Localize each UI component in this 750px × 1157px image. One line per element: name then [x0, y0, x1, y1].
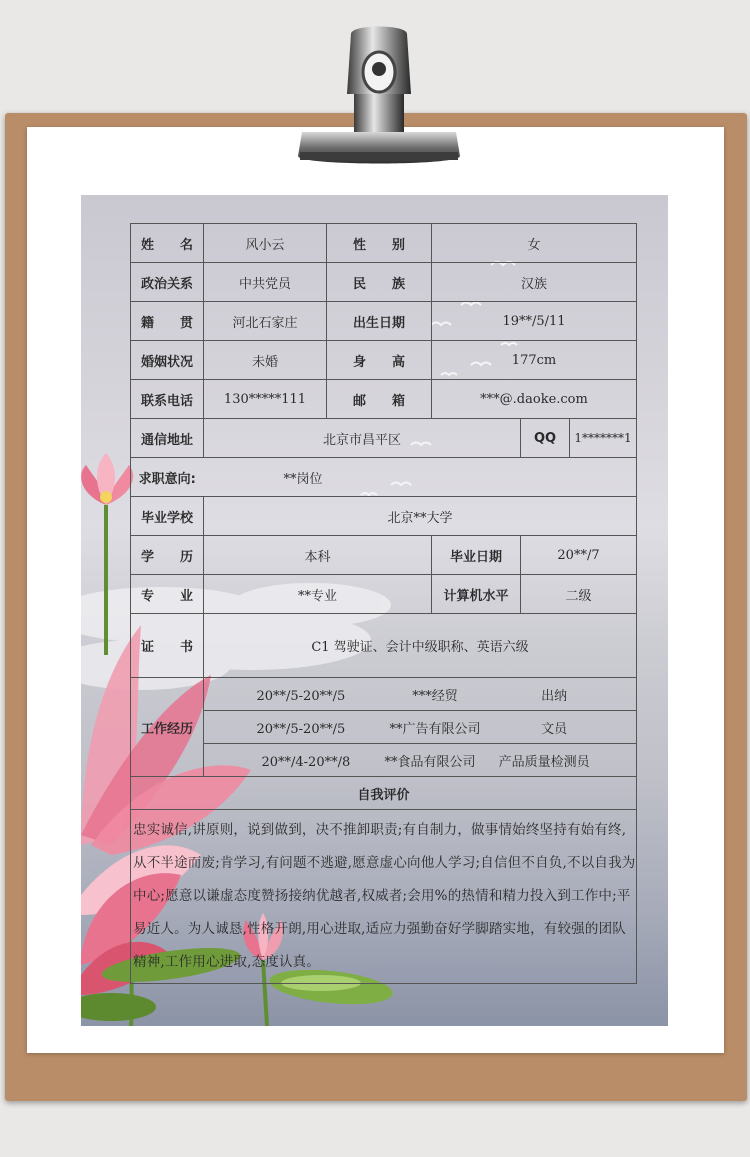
origin-label: 籍 贯 [131, 302, 204, 341]
cert-label: 证 书 [131, 614, 204, 678]
work-period: 20**/5-20**/5 [256, 721, 346, 737]
marital-label: 婚姻状况 [131, 341, 204, 380]
political-label: 政治关系 [131, 263, 204, 302]
phone-value: 130*****111 [204, 380, 327, 419]
intent-value: **岗位 [204, 458, 637, 497]
political-value: 中共党员 [204, 263, 327, 302]
birth-value: 19**/5/11 [432, 302, 637, 341]
height-label: 身 高 [327, 341, 432, 380]
school-value: 北京**大学 [204, 497, 637, 536]
marital-value: 未婚 [204, 341, 327, 380]
email-label: 邮 箱 [327, 380, 432, 419]
work-row [204, 744, 637, 777]
resume-table [130, 223, 637, 984]
gender-label: 性 别 [327, 224, 432, 263]
work-role: 产品质量检测员 [498, 754, 590, 770]
computer-value: 二级 [521, 575, 637, 614]
grad-value: 20**/7 [521, 536, 637, 575]
grad-label: 毕业日期 [432, 536, 521, 575]
work-role: 出纳 [541, 688, 568, 704]
work-role: 文员 [541, 721, 568, 737]
eval-text: 忠实诚信,讲原则，说到做到，决不推卸职责;有自制力，做事情始终坚持有始有终,从不半途而废;肯学习,有问题不逃避,愿意虚心向他人学习;自信但不自负,不以自我为中心;愿意以谦虚态度赞扬接纳优越者,权威者;会用%的热情和精力投入到工作中;平易近人。为人诚恳,性格开朗,用心进取,适应力强勤奋好学脚踏实地，有较强的团队精神,工作用心进取,态度认真。 [131, 810, 637, 984]
work-period: 20**/4-20**/8 [261, 754, 351, 770]
work-label: 工作经历 [131, 678, 204, 777]
work-company: ***经贸 [412, 688, 458, 704]
origin-value: 河北石家庄 [204, 302, 327, 341]
binder-clip-icon [296, 24, 462, 170]
work-row [204, 711, 637, 744]
degree-value: 本科 [204, 536, 432, 575]
height-value: 177cm [432, 341, 637, 380]
work-period: 20**/5-20**/5 [256, 688, 346, 704]
phone-label: 联系电话 [131, 380, 204, 419]
ethnic-label: 民 族 [327, 263, 432, 302]
eval-label: 自我评价 [131, 777, 637, 810]
work-company: **食品有限公司 [384, 754, 476, 770]
major-value: **专业 [204, 575, 432, 614]
address-value: 北京市昌平区 [204, 419, 521, 458]
name-label: 姓 名 [131, 224, 204, 263]
computer-label: 计算机水平 [432, 575, 521, 614]
address-label: 通信地址 [131, 419, 204, 458]
school-label: 毕业学校 [131, 497, 204, 536]
email-value: ***@.daoke.com [432, 380, 637, 419]
name-value: 风小云 [204, 224, 327, 263]
intent-label: 求职意向: [131, 458, 204, 497]
ethnic-value: 汉族 [432, 263, 637, 302]
qq-label: QQ [521, 419, 570, 458]
gender-value: 女 [432, 224, 637, 263]
cert-value: C1 驾驶证、会计中级职称、英语六级 [204, 614, 637, 678]
work-row [204, 678, 637, 711]
birth-label: 出生日期 [327, 302, 432, 341]
work-company: **广告有限公司 [389, 721, 481, 737]
degree-label: 学 历 [131, 536, 204, 575]
major-label: 专 业 [131, 575, 204, 614]
lotus-small [81, 453, 133, 505]
qq-value: 1*******1 [570, 419, 637, 458]
